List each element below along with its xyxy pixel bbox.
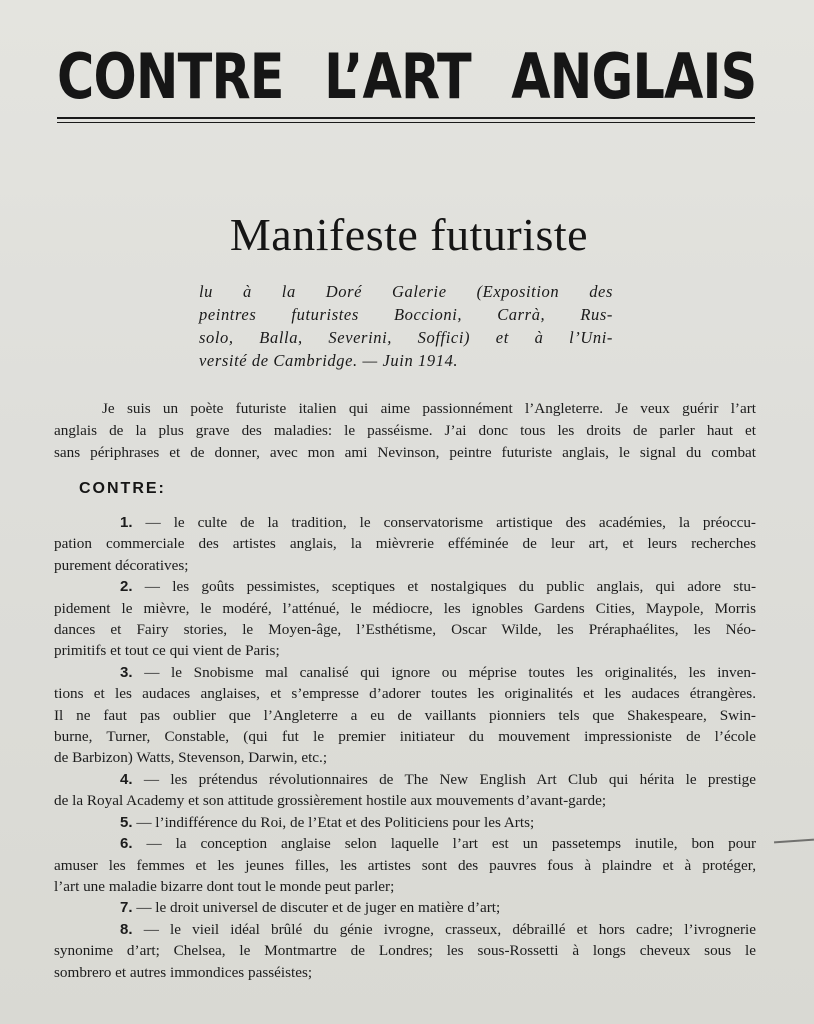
item-line: dances et Fairy stories, le Moyen-âge, l’Esthétisme, Oscar Wilde, les Préraphaélites, les Néo- [54,621,756,639]
manifesto-item-2 [54,576,756,662]
item-text: — l’indifférence du Roi, de l’Etat et des Politiciens pour les Arts; [136,813,535,831]
item-line: purement décoratives; [54,556,189,574]
item-number: 3. [120,663,133,681]
manifesto-item-6 [54,833,756,897]
item-number: 6. [120,835,133,853]
item-line: de Barbizon) Watts, Stevenson, Darwin, etc.; [54,749,328,767]
item-line [54,769,756,790]
item-text: — le droit universel de discuter et de juger en matière d’art; [136,899,501,917]
item-number: 8. [120,920,133,938]
item-line: sombrero et autres immondices passéistes; [54,963,313,981]
manifesto-item-8 [54,919,756,983]
item-line: pation commerciale des artistes anglais, la mièvrerie efféminée de leur art, et leurs recherches [54,535,756,553]
byline-line: peintres futuristes Boccioni, Carrà, Rus- [199,305,613,324]
item-line [54,833,756,854]
masthead-title [57,40,756,113]
margin-mark [774,839,814,844]
intro-paragraph [54,398,756,464]
masthead-rule-thick [57,117,755,119]
masthead-word-lart: L’ART [324,40,471,113]
item-line: l’art une maladie bizarre dont tout le monde peut parler; [54,877,395,895]
item-line [54,919,756,940]
byline-line: versité de Cambridge. — Juin 1914. [199,351,459,370]
item-line [54,662,756,683]
manifesto-item-5 [54,812,756,833]
contre-heading: CONTRE: [79,480,166,497]
manifesto-item-7 [54,897,756,918]
item-number: 4. [120,770,133,788]
item-line: Il ne faut pas oublier que l’Angleterre a eu de vaillants pionniers tels que Shakespeare, Swin- [54,706,756,724]
masthead-word-contre: CONTRE [57,40,284,113]
manifesto-item-3 [54,662,756,769]
item-line: de la Royal Academy et son attitude grossièrement hostile aux mouvements d’avant-garde; [54,792,607,810]
item-number: 1. [120,514,133,531]
item-line: pidement le mièvre, le modéré, l’atténué, le médiocre, les ignobles Gardens Cities, Maypole, Morris [54,599,756,617]
item-text: — la conception anglaise selon laquelle l’art est un passetemps inutile, bon pour [146,835,757,853]
item-text: — le culte de la tradition, le conservatorisme artistique des académies, la préoccu- [145,514,756,531]
intro-line: anglais de la plus grave des maladies: le passéisme. J’ai donc tous les droits de parler haut et [54,422,756,439]
manifesto-item-1 [54,512,756,576]
item-line: amuser les femmes et les jeunes filles, les artistes sont des pauvres fous à plaindre et à protéger, [54,856,756,874]
item-line: burne, Turner, Constable, (qui fut le premier initiateur du mouvement impressioniste de l’école [54,728,756,746]
item-number: 7. [120,899,133,917]
item-line [54,897,756,918]
subtitle-text: Manifeste futuriste [229,209,589,260]
item-line [54,576,756,597]
item-line [54,512,756,533]
item-text: — les prétendus révolutionnaires de The New English Art Club qui hérita le prestige [143,770,756,788]
page-subtitle [0,208,814,261]
item-line: primitifs et tout ce qui vient de Paris; [54,642,280,660]
masthead-rule-thin [57,122,755,123]
byline [199,280,613,372]
item-number: 2. [120,578,133,596]
item-line: synonime d’art; Chelsea, le Montmartre de Londres; les sous-Rossetti à longs cheveux sous le [54,942,756,960]
item-text: — le vieil idéal brûlé du génie ivrogne, crasseux, débraillé et hors cadre; l’ivrognerie [143,920,757,938]
intro-line: sans périphrases et de donner, avec mon ami Nevinson, peintre futuriste anglais, le signal du combat [54,444,756,461]
byline-line: lu à la Doré Galerie (Exposition des [199,282,613,301]
intro-line: Je suis un poète futuriste italien qui aime passionnément l’Angleterre. Je veux guérir l’art [102,400,756,417]
item-line: tions et les audaces anglaises, et s’empresse d’adorer toutes les originalités et les audaces étrangères. [54,685,756,703]
item-text: — les goûts pessimistes, sceptiques et nostalgiques du public anglais, qui adore stu- [144,578,757,596]
item-number: 5. [120,813,133,831]
manifesto-items [54,512,756,983]
masthead-word-anglais: ANGLAIS [511,40,757,113]
item-line [54,812,756,833]
item-text: — le Snobisme mal canalisé qui ignore ou méprise toutes les originalités, les inven- [144,663,757,681]
manifesto-item-4 [54,769,756,812]
byline-line: solo, Balla, Severini, Soffici) et à l’Uni- [199,328,613,347]
